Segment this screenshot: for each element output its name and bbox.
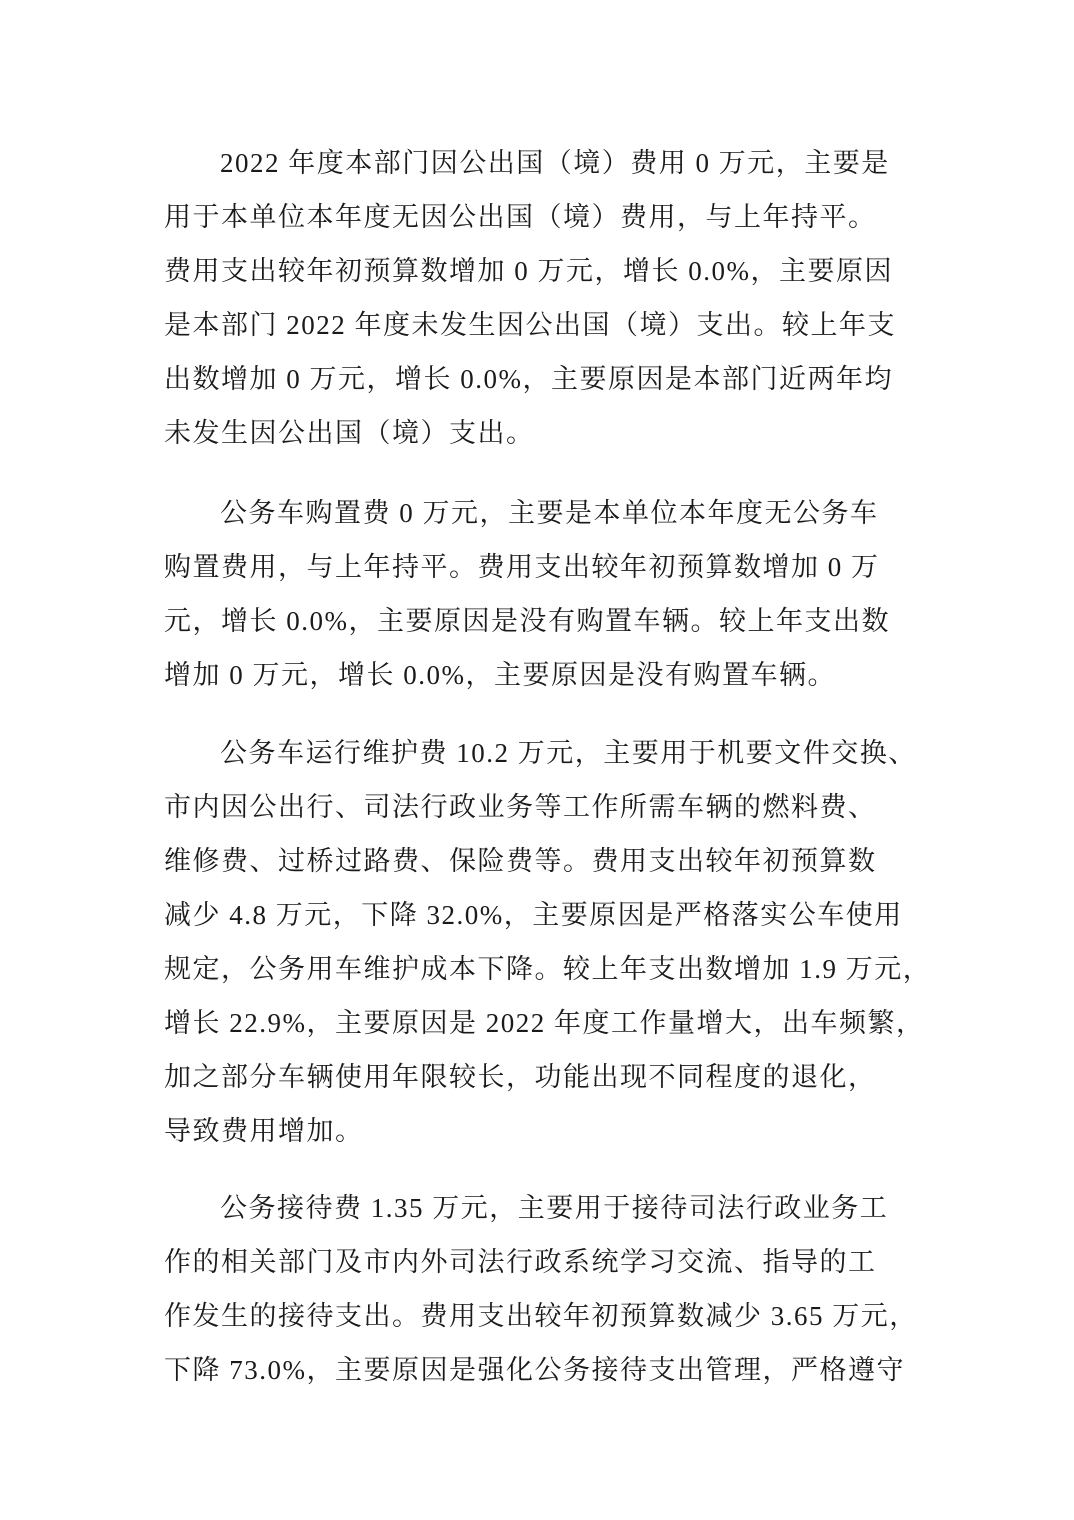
text-line: 作的相关部门及市内外司法行政系统学习交流、指导的工	[164, 1247, 877, 1277]
text-line: 2022 年度本部门因公出国（境）费用 0 万元，主要是	[220, 148, 890, 178]
paragraph-vehicle-maintenance	[164, 726, 932, 1158]
text-line: 费用支出较年初预算数增加 0 万元，增长 0.0%，主要原因	[164, 256, 893, 286]
text-line: 用于本单位本年度无因公出国（境）费用，与上年持平。	[164, 202, 877, 232]
text-line: 增加 0 万元，增长 0.0%，主要原因是没有购置车辆。	[164, 660, 836, 690]
text-line: 公务车购置费 0 万元，主要是本单位本年度无公务车	[220, 498, 879, 528]
text-line: 下降 73.0%，主要原因是强化公务接待支出管理，严格遵守	[164, 1355, 905, 1385]
text-line: 公务车运行维护费 10.2 万元，主要用于机要文件交换、	[220, 738, 917, 768]
text-line: 规定，公务用车维护成本下降。较上年支出数增加 1.9 万元，	[164, 954, 932, 984]
paragraph-overseas-travel	[164, 136, 924, 460]
text-line: 导致费用增加。	[164, 1116, 364, 1146]
text-line: 公务接待费 1.35 万元，主要用于接待司法行政业务工	[220, 1193, 889, 1223]
text-line: 购置费用，与上年持平。费用支出较年初预算数增加 0 万	[164, 552, 880, 582]
text-line: 作发生的接待支出。费用支出较年初预算数减少 3.65 万元，	[164, 1301, 918, 1331]
text-line: 减少 4.8 万元，下降 32.0%，主要原因是严格落实公车使用	[164, 900, 903, 930]
text-line: 元，增长 0.0%，主要原因是没有购置车辆。较上年支出数	[164, 606, 890, 636]
text-line: 是本部门 2022 年度未发生因公出国（境）支出。较上年支	[164, 310, 896, 340]
text-line: 加之部分车辆使用年限较长，功能出现不同程度的退化，	[164, 1062, 877, 1092]
text-line: 未发生因公出国（境）支出。	[164, 418, 535, 448]
paragraph-vehicle-purchase	[164, 486, 924, 702]
text-line: 增长 22.9%，主要原因是 2022 年度工作量增大，出车频繁，	[164, 1008, 925, 1038]
paragraph-official-reception	[164, 1181, 924, 1397]
text-line: 市内因公出行、司法行政业务等工作所需车辆的燃料费、	[164, 792, 877, 822]
text-line: 维修费、过桥过路费、保险费等。费用支出较年初预算数	[164, 846, 877, 876]
text-line: 出数增加 0 万元，增长 0.0%，主要原因是本部门近两年均	[164, 364, 893, 394]
